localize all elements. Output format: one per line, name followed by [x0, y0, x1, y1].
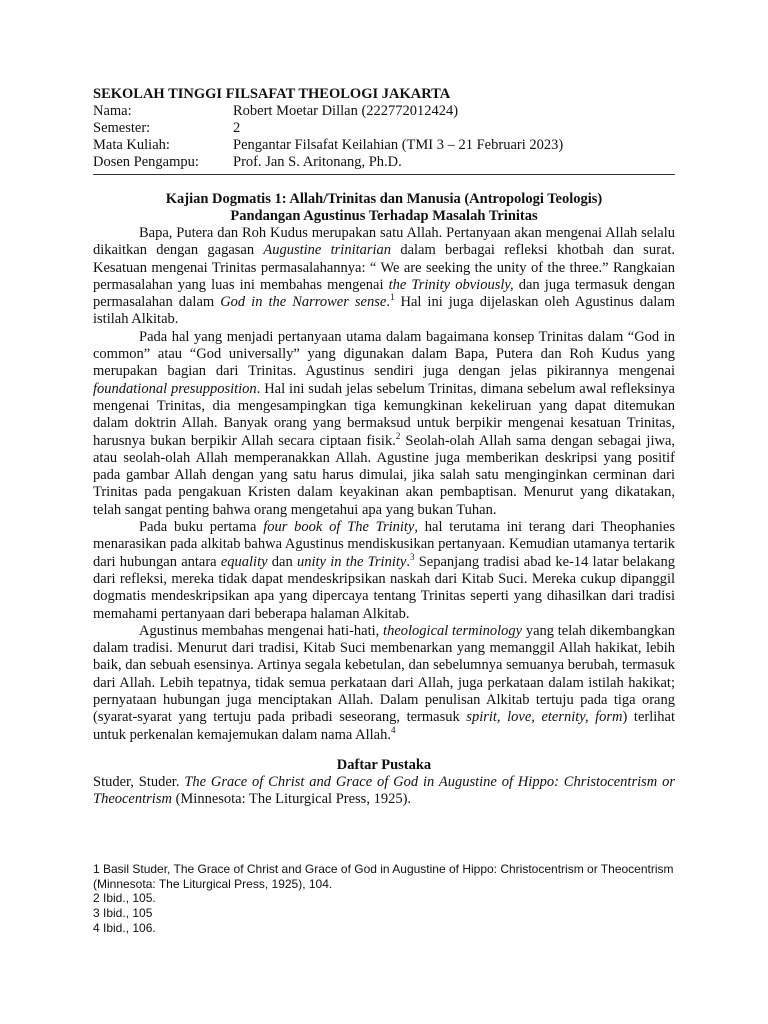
italic-term: God in the Narrower sense [220, 294, 387, 311]
text-run: . [406, 553, 410, 570]
info-label: Mata Kuliah: [93, 137, 170, 153]
paragraph-1 [93, 225, 675, 329]
paragraph-4 [93, 623, 675, 744]
footnote-ref[interactable]: 4 [390, 724, 396, 735]
footnotes [93, 862, 693, 936]
italic-term: four book of The Trinity [263, 519, 415, 536]
essay-title [93, 191, 675, 225]
bibliography-entry [93, 774, 675, 809]
institution-name: SEKOLAH TINGGI FILSAFAT THEOLOGI JAKARTA [93, 86, 451, 102]
text-run: Seolah-olah Allah sama dengan sebagai jiwa, atau seolah-olah Allah memperanakkan Allah. Agustine juga memberikan deskripsi yang positif pada gambar Allah dengan yang satu harus dimulai, jika salah satu menginginkan cerminan dari Trinitas pada pengakuan Kristen dalam keyakinan akan pembaptisan. Menurut yang dikatakan, telah sangat penting bahwa orang mengetahui apa yang bukan Tuhan. [93, 432, 676, 518]
info-row-name [93, 103, 563, 120]
footnote-3: 3 Ibid., 105 [93, 906, 153, 921]
italic-term: theological terminology [383, 622, 523, 639]
info-value: 2 [233, 120, 241, 136]
text-run: Pada buku pertama [139, 519, 264, 536]
info-value: Pengantar Filsafat Keilahian (TMI 3 – 21 Februari 2023) [233, 137, 564, 153]
title-line-1: Kajian Dogmatis 1: Allah/Trinitas dan Manusia (Antropologi Teologis) [165, 191, 603, 207]
text-run: yang telah dikembangkan dalam tradisi. Menurut dari tradisi, Kitab Suci membenarkan yang memanggil Allah hakikat, lebih baik, dan sebuah esensinya. Artinya segala kebetulan, dan sebelumnya semuanya berubah, termasuk dari Allah. Lebih tepatnya, tidak semua perkataan dari Allah, juga perkataan dalam istilah hakikat; pernyataan hubungan juga menciptakan Allah. Dalam penulisan Alkitab tertuju pada tiga orang (syarat-syarat yang tertuju pada pribadi seseorang, termasuk [93, 622, 676, 726]
bib-title: The Grace of Christ and Grace of God in Augustine of Hippo: Christocentrism or Theocentrism [93, 773, 675, 808]
text-run: Sepanjang tradisi abad ke-14 latar belakang dari refleksi, mereka tidak dapat mendeskripsikan naskah dari Kitab Suci. Mereka cukup dipanggil dogmatis mendeskripsikan apa yang dipercaya tentang Trinitas seperti yang dihasilkan dari tradisi memahami pertanyaan dari beberapa halaman Alkitab. [93, 553, 675, 622]
bibliography-heading: Daftar Pustaka [336, 756, 432, 773]
info-row-lecturer [93, 154, 563, 171]
bib-publisher: (Minnesota: The Liturgical Press, 1925). [171, 791, 412, 808]
text-run: Bapa, Putera dan Roh Kudus merupakan satu Allah. Pertanyaan akan mengenai Allah selalu dikaitkan dengan gagasan [93, 225, 675, 259]
paragraph-2 [93, 329, 675, 519]
italic-term: foundational presupposition [93, 380, 257, 397]
essay-body [93, 225, 675, 744]
header-divider [93, 174, 675, 175]
bib-author: Studer, Studer. [93, 773, 185, 790]
text-run: Agustinus membahas mengenai hati-hati, [139, 622, 384, 639]
paragraph-3 [93, 519, 675, 623]
info-row-course [93, 137, 563, 154]
info-label: Nama: [93, 103, 132, 119]
footnote-ref[interactable]: 1 [389, 292, 395, 303]
footnote-4: 4 Ibid., 106. [93, 920, 156, 935]
italic-term: Augustine trinitarian [263, 242, 392, 259]
text-run: . [386, 294, 390, 311]
student-info-table [93, 103, 563, 171]
footnote-ref[interactable]: 3 [409, 551, 415, 562]
italic-term: spirit, love, eternity, form [466, 709, 623, 726]
footnote-ref[interactable]: 2 [395, 430, 401, 441]
info-value: Prof. Jan S. Aritonang, Ph.D. [233, 154, 402, 170]
info-label: Dosen Pengampu: [93, 154, 199, 170]
text-run: , hal terutama ini terang dari Theophanies menarasikan pada alkitab bahwa Agustinus mendiskusikan pertanyaan. Kemudian utamanya tertarik dari hubungan antara [93, 519, 675, 570]
text-run: . Hal ini sudah jelas sebelum Trinitas, dimana sebelum awal refleksinya mengenai Trinitas, dia mengesampingkan tiga kemungkinan kekeliruan yang dapat ditemukan dalam doktrin Allah. Banyak orang yang bermaksud untuk berpikir mengenai kesatuan Trinitas, harusnya bukan berpikir Allah secara ciptaan fisik. [93, 380, 675, 449]
text-run: ) terlihat untuk perkenalan kemajemukan dalam nama Allah. [93, 709, 675, 743]
title-line-2: Pandangan Agustinus Terhadap Masalah Trinitas [230, 208, 538, 224]
info-row-semester [93, 120, 563, 137]
text-run: dan [267, 553, 297, 570]
text-run: Hal ini juga dijelaskan oleh Agustinus dalam istilah Alkitab. [93, 294, 676, 328]
document-page [93, 86, 675, 809]
italic-term: equality [220, 553, 268, 570]
italic-term: the Trinity obviously, [388, 276, 514, 293]
text-run: dalam berbagai refleksi khotbah dan surat. Kesatuan mengenai Trinitas permasalahannya: “ We are seeking the unity of the three.” Rangkaian permasalahan yang luas ini membahas mengenai [93, 242, 675, 293]
footnote-1: 1 Basil Studer, The Grace of Christ and Grace of God in Augustine of Hippo: Christocentrism or Theocentrism (Minnesota: The Liturgical Press, 1925), 104. [93, 862, 674, 891]
text-run: dan juga termasuk dengan permasalahan dalam [93, 276, 675, 311]
info-value: Robert Moetar Dillan (222772012424) [233, 103, 459, 119]
footnote-2: 2 Ibid., 105. [93, 891, 156, 906]
text-run: Pada hal yang menjadi pertanyaan utama dalam bagaimana konsep Trinitas dalam “God in common” atau “God universally” yang digunakan dalam Bapa, Putera dan Roh Kudus yang merupakan bagian dari Trinitas. Agustinus sendiri juga dengan jelas pikirannya mengenai [93, 328, 675, 380]
info-label: Semester: [93, 120, 151, 136]
italic-term: unity in the Trinity [296, 553, 407, 570]
